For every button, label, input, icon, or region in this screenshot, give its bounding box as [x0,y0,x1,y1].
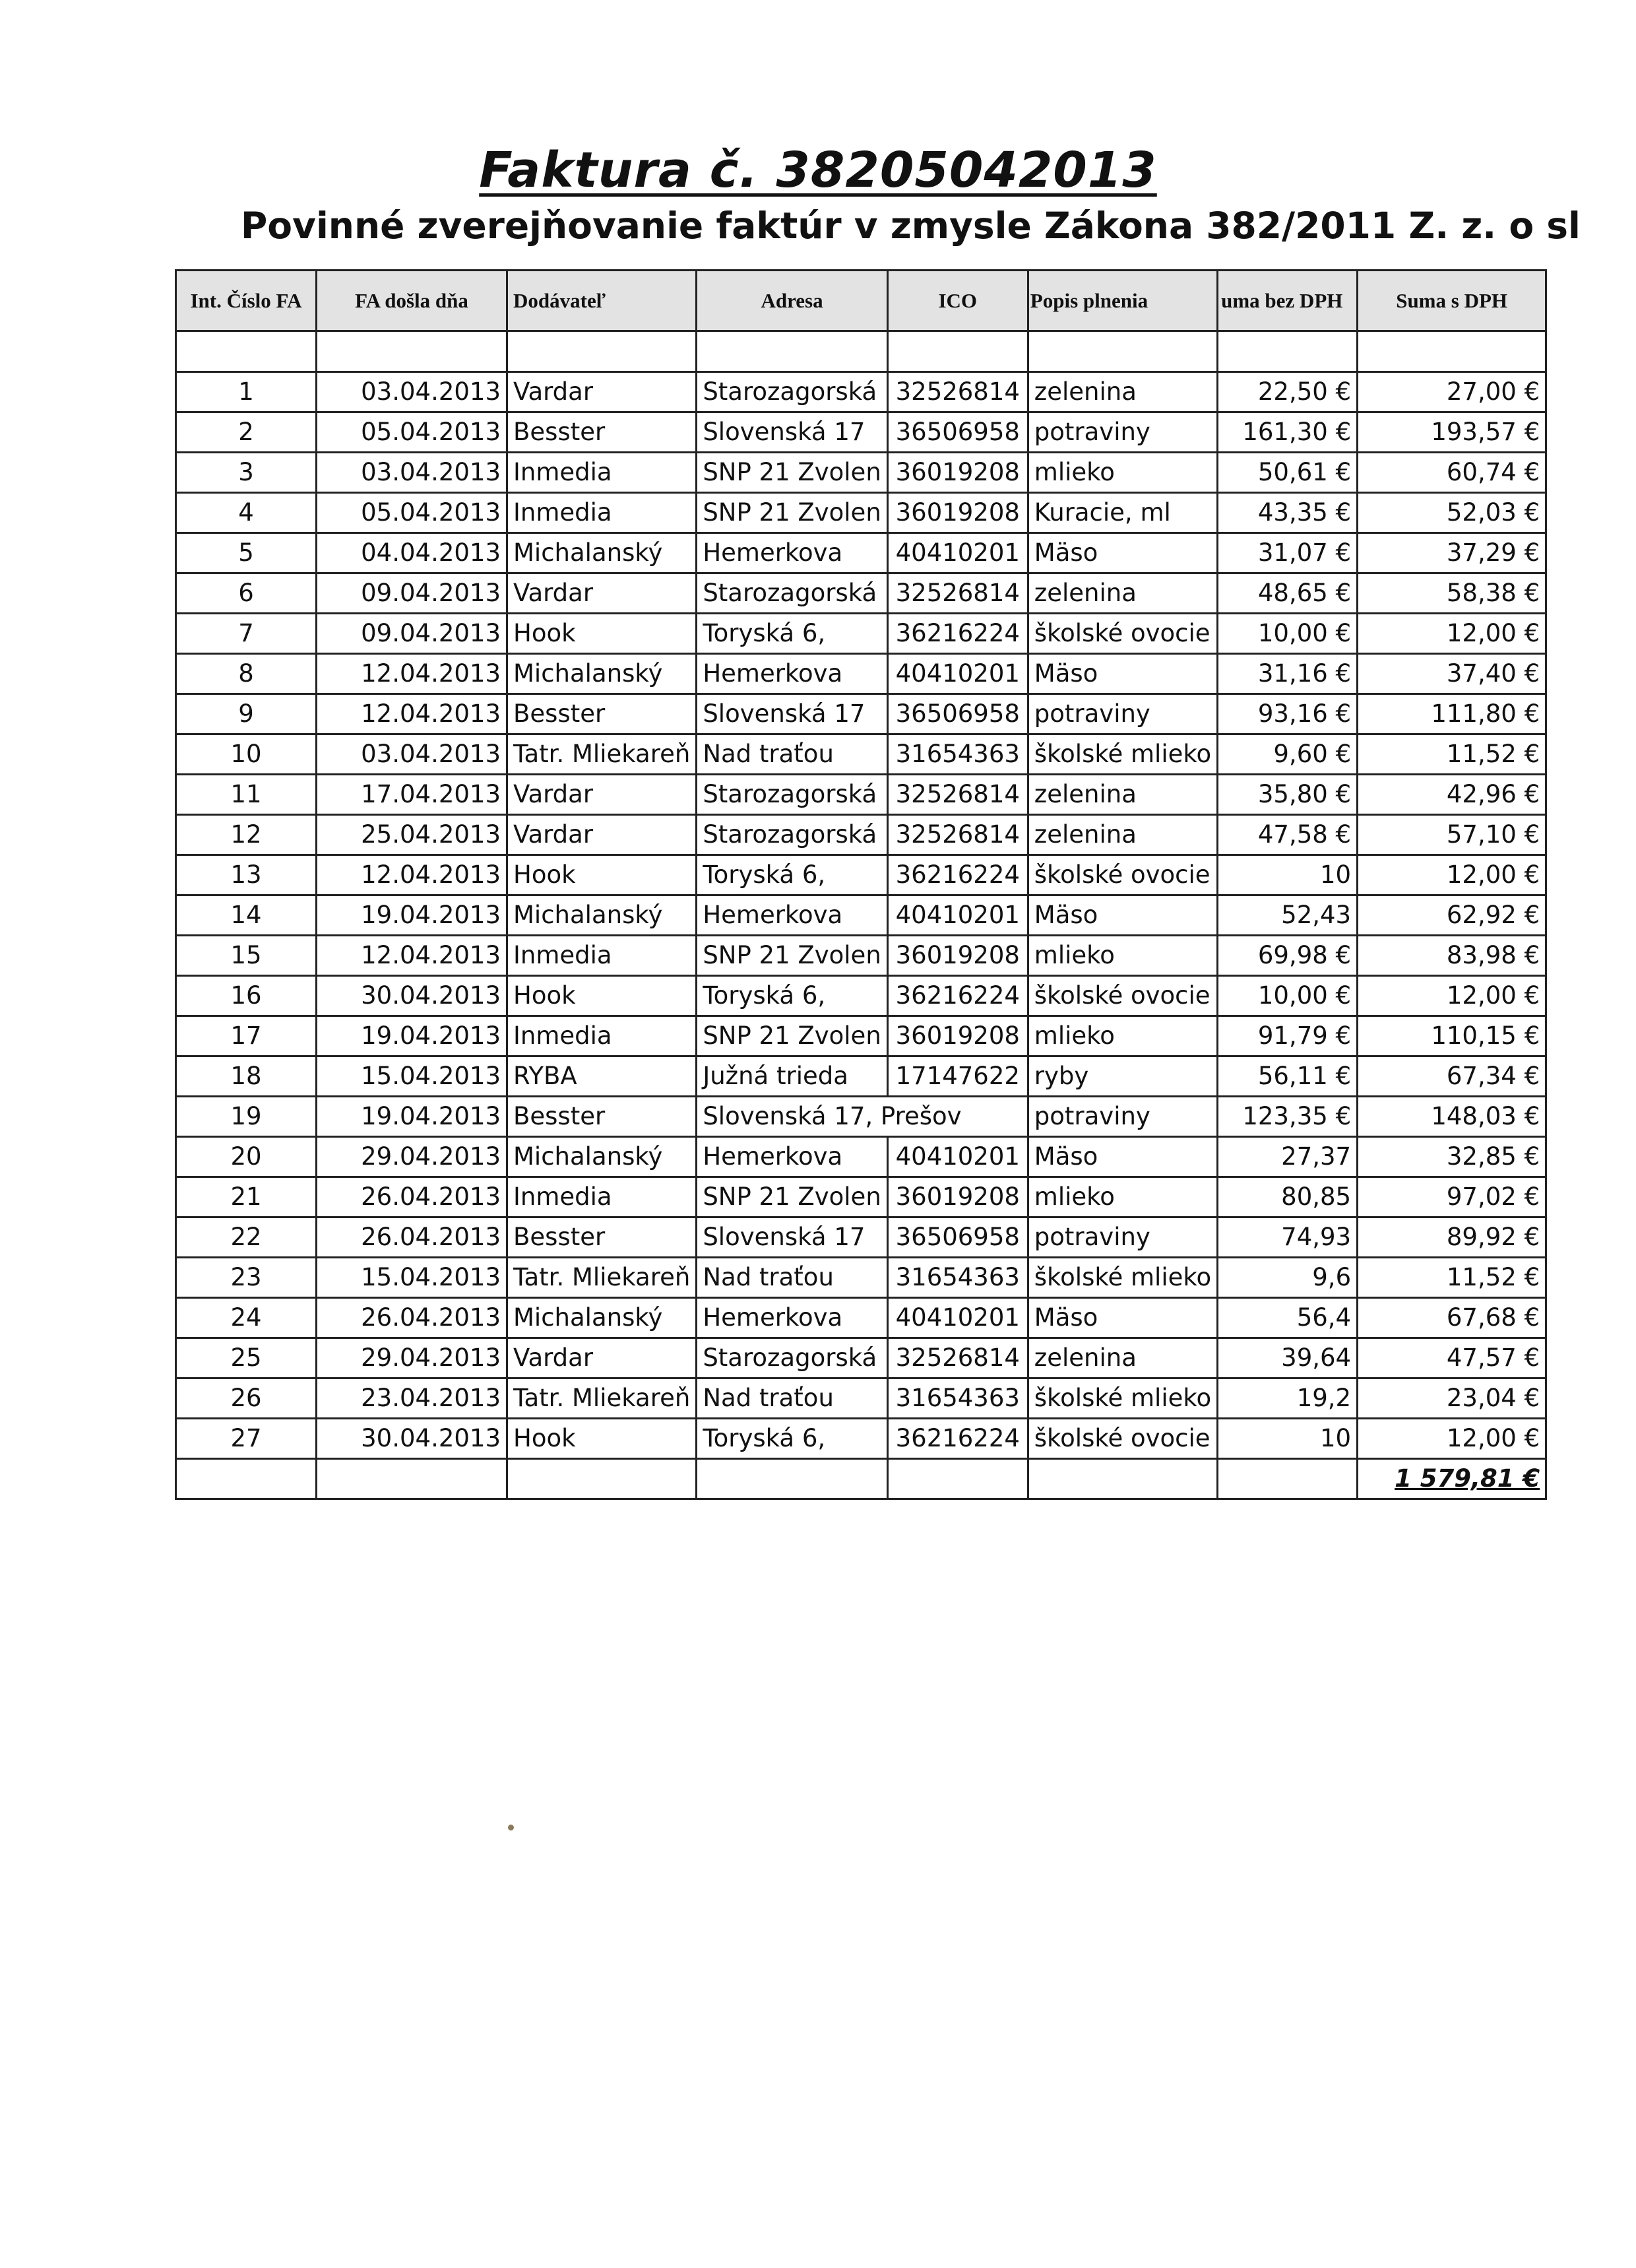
cell-s-dph: 11,52 € [1358,734,1546,775]
cell-ico: 32526814 [887,573,1028,614]
cell-ico: 36019208 [887,453,1028,493]
cell-bez-dph: 10,00 € [1218,614,1358,654]
cell-bez-dph: 74,93 [1218,1217,1358,1258]
header-cislo: Int. Číslo FA [176,271,317,331]
cell-dodavatel: Michalanský [507,1298,697,1338]
cell-cislo: 13 [176,855,317,895]
cell-datum: 12.04.2013 [317,654,507,694]
cell-popis: školské ovocie [1028,1419,1217,1459]
cell-bez-dph: 56,4 [1218,1298,1358,1338]
cell-s-dph: 58,38 € [1358,573,1546,614]
table-row [176,573,1546,614]
cell-datum: 03.04.2013 [317,453,507,493]
cell-popis: zelenina [1028,1338,1217,1378]
cell-s-dph: 12,00 € [1358,855,1546,895]
empty-cell [317,331,507,372]
cell-datum: 29.04.2013 [317,1338,507,1378]
cell-datum: 26.04.2013 [317,1217,507,1258]
cell-cislo: 12 [176,815,317,855]
cell-cislo: 6 [176,573,317,614]
cell-dodavatel: Tatr. Mliekareň [507,1378,697,1419]
cell-ico: 32526814 [887,775,1028,815]
cell-dodavatel: Vardar [507,775,697,815]
cell-datum: 15.04.2013 [317,1258,507,1298]
cell-dodavatel: Vardar [507,1338,697,1378]
cell-adresa: Nad traťou [697,1378,887,1419]
cell-bez-dph: 10,00 € [1218,976,1358,1016]
cell-ico: 36019208 [887,1016,1028,1056]
cell-s-dph: 23,04 € [1358,1378,1546,1419]
cell-datum: 12.04.2013 [317,694,507,734]
cell-bez-dph: 50,61 € [1218,453,1358,493]
empty-cell [1358,331,1546,372]
header-s-dph: Suma s DPH [1358,271,1546,331]
cell-adresa: Južná trieda [697,1056,887,1097]
scan-speck [508,1825,514,1831]
cell-s-dph: 193,57 € [1358,412,1546,453]
cell-dodavatel: Inmedia [507,1016,697,1056]
table-row [176,453,1546,493]
empty-cell [176,331,317,372]
empty-cell [1028,331,1217,372]
table-spacer-row [176,331,1546,372]
table-body [176,331,1546,1499]
cell-cislo: 25 [176,1338,317,1378]
cell-s-dph: 12,00 € [1358,614,1546,654]
document-title-wrap [0,142,1636,199]
cell-ico: 17147622 [887,1056,1028,1097]
cell-adresa: SNP 21 Zvolen [697,493,887,533]
cell-ico: 36506958 [887,1217,1028,1258]
cell-dodavatel: Michalanský [507,895,697,936]
cell-ico: 40410201 [887,654,1028,694]
cell-ico: 40410201 [887,895,1028,936]
cell-popis: zelenina [1028,372,1217,412]
cell-cislo: 15 [176,936,317,976]
document-subtitle: Povinné zverejňovanie faktúr v zmysle Zákona 382/2011 Z. z. o sl [241,205,1581,247]
cell-s-dph: 42,96 € [1358,775,1546,815]
table-row [176,1177,1546,1217]
cell-datum: 26.04.2013 [317,1298,507,1338]
empty-cell [697,331,887,372]
header-ico: ICO [887,271,1028,331]
cell-popis: zelenina [1028,573,1217,614]
cell-ico: 36019208 [887,493,1028,533]
cell-s-dph: 60,74 € [1358,453,1546,493]
cell-datum: 29.04.2013 [317,1137,507,1177]
cell-cislo: 20 [176,1137,317,1177]
empty-cell [887,1459,1028,1499]
table-total-row [176,1459,1546,1499]
table-row [176,775,1546,815]
cell-adresa: Toryská 6, [697,614,887,654]
cell-popis: Mäso [1028,654,1217,694]
cell-dodavatel: Besster [507,694,697,734]
table-row [176,372,1546,412]
cell-adresa: Toryská 6, [697,1419,887,1459]
cell-popis: Mäso [1028,895,1217,936]
cell-popis: Mäso [1028,1137,1217,1177]
table-row [176,976,1546,1016]
cell-adresa: SNP 21 Zvolen [697,936,887,976]
cell-popis: školské mlieko [1028,734,1217,775]
cell-dodavatel: Tatr. Mliekareň [507,1258,697,1298]
cell-bez-dph: 69,98 € [1218,936,1358,976]
cell-bez-dph: 31,07 € [1218,533,1358,573]
cell-popis: školské mlieko [1028,1378,1217,1419]
table-row [176,493,1546,533]
cell-s-dph: 83,98 € [1358,936,1546,976]
table-row [176,895,1546,936]
cell-dodavatel: Inmedia [507,453,697,493]
cell-popis: školské mlieko [1028,1258,1217,1298]
cell-adresa: Starozagorská [697,775,887,815]
cell-dodavatel: Hook [507,614,697,654]
cell-adresa: SNP 21 Zvolen [697,1016,887,1056]
cell-cislo: 4 [176,493,317,533]
cell-ico: 31654363 [887,734,1028,775]
cell-ico: 40410201 [887,1298,1028,1338]
cell-s-dph: 12,00 € [1358,976,1546,1016]
cell-ico: 36506958 [887,694,1028,734]
cell-adresa: Starozagorská [697,372,887,412]
cell-s-dph: 89,92 € [1358,1217,1546,1258]
cell-adresa: Nad traťou [697,1258,887,1298]
cell-dodavatel: Michalanský [507,1137,697,1177]
cell-ico: 36019208 [887,936,1028,976]
table-row [176,1298,1546,1338]
cell-dodavatel: Inmedia [507,1177,697,1217]
table-row [176,412,1546,453]
cell-datum: 03.04.2013 [317,372,507,412]
table-row [176,936,1546,976]
cell-ico: 32526814 [887,815,1028,855]
cell-bez-dph: 91,79 € [1218,1016,1358,1056]
cell-cislo: 2 [176,412,317,453]
cell-s-dph: 110,15 € [1358,1016,1546,1056]
cell-adresa: SNP 21 Zvolen [697,1177,887,1217]
cell-adresa: Hemerkova [697,533,887,573]
cell-adresa: Starozagorská [697,815,887,855]
cell-datum: 15.04.2013 [317,1056,507,1097]
cell-bez-dph: 10 [1218,1419,1358,1459]
cell-s-dph: 12,00 € [1358,1419,1546,1459]
cell-bez-dph: 9,60 € [1218,734,1358,775]
cell-cislo: 22 [176,1217,317,1258]
cell-s-dph: 111,80 € [1358,694,1546,734]
cell-cislo: 7 [176,614,317,654]
cell-adresa: Nad traťou [697,734,887,775]
cell-adresa: Toryská 6, [697,855,887,895]
cell-bez-dph: 56,11 € [1218,1056,1358,1097]
empty-cell [507,331,697,372]
cell-bez-dph: 19,2 [1218,1378,1358,1419]
cell-popis: zelenina [1028,775,1217,815]
cell-popis: potraviny [1028,1217,1217,1258]
table-row [176,1258,1546,1298]
cell-adresa: Slovenská 17 [697,1217,887,1258]
cell-popis: školské ovocie [1028,614,1217,654]
cell-popis: Mäso [1028,533,1217,573]
document-title: Faktura č. 38205042013 [479,142,1157,199]
cell-bez-dph: 27,37 [1218,1137,1358,1177]
cell-s-dph: 67,68 € [1358,1298,1546,1338]
cell-bez-dph: 22,50 € [1218,372,1358,412]
cell-datum: 26.04.2013 [317,1177,507,1217]
cell-popis: mlieko [1028,936,1217,976]
cell-dodavatel: Vardar [507,573,697,614]
table-row [176,1217,1546,1258]
cell-dodavatel: Hook [507,1419,697,1459]
cell-cislo: 19 [176,1097,317,1137]
cell-s-dph: 37,29 € [1358,533,1546,573]
cell-s-dph: 11,52 € [1358,1258,1546,1298]
empty-cell [1218,331,1358,372]
cell-adresa: Hemerkova [697,654,887,694]
cell-bez-dph: 35,80 € [1218,775,1358,815]
empty-cell [1028,1459,1217,1499]
cell-cislo: 3 [176,453,317,493]
cell-dodavatel: Besster [507,1097,697,1137]
cell-ico: 36216224 [887,614,1028,654]
cell-cislo: 18 [176,1056,317,1097]
table-header-row [176,271,1546,331]
cell-cislo: 9 [176,694,317,734]
cell-cislo: 16 [176,976,317,1016]
empty-cell [507,1459,697,1499]
table-row [176,734,1546,775]
cell-ico: 36216224 [887,976,1028,1016]
cell-popis: potraviny [1028,1097,1217,1137]
cell-bez-dph: 52,43 [1218,895,1358,936]
cell-datum: 03.04.2013 [317,734,507,775]
cell-ico: 36019208 [887,1177,1028,1217]
cell-adresa: Slovenská 17, Prešov [697,1097,1028,1137]
header-dodavatel: Dodávateľ [507,271,697,331]
cell-dodavatel: Inmedia [507,493,697,533]
cell-bez-dph: 31,16 € [1218,654,1358,694]
cell-cislo: 23 [176,1258,317,1298]
cell-popis: mlieko [1028,453,1217,493]
empty-cell [887,331,1028,372]
cell-datum: 19.04.2013 [317,1016,507,1056]
table-row [176,1056,1546,1097]
cell-s-dph: 47,57 € [1358,1338,1546,1378]
cell-popis: potraviny [1028,694,1217,734]
cell-dodavatel: Michalanský [507,533,697,573]
cell-datum: 30.04.2013 [317,976,507,1016]
cell-datum: 19.04.2013 [317,895,507,936]
cell-bez-dph: 9,6 [1218,1258,1358,1298]
cell-datum: 12.04.2013 [317,855,507,895]
header-datum: FA došla dňa [317,271,507,331]
cell-ico: 40410201 [887,533,1028,573]
cell-cislo: 27 [176,1419,317,1459]
cell-datum: 23.04.2013 [317,1378,507,1419]
cell-cislo: 1 [176,372,317,412]
cell-cislo: 24 [176,1298,317,1338]
cell-ico: 31654363 [887,1258,1028,1298]
cell-datum: 12.04.2013 [317,936,507,976]
cell-bez-dph: 47,58 € [1218,815,1358,855]
cell-cislo: 10 [176,734,317,775]
cell-cislo: 11 [176,775,317,815]
header-adresa: Adresa [697,271,887,331]
table-row [176,1137,1546,1177]
cell-datum: 09.04.2013 [317,614,507,654]
cell-popis: školské ovocie [1028,855,1217,895]
table-row [176,1378,1546,1419]
empty-cell [317,1459,507,1499]
cell-ico: 32526814 [887,1338,1028,1378]
cell-adresa: Slovenská 17 [697,694,887,734]
cell-dodavatel: Hook [507,855,697,895]
cell-popis: ryby [1028,1056,1217,1097]
cell-datum: 19.04.2013 [317,1097,507,1137]
cell-ico: 36216224 [887,1419,1028,1459]
grand-total: 1 579,81 € [1358,1459,1546,1499]
cell-dodavatel: Besster [507,1217,697,1258]
cell-popis: Mäso [1028,1298,1217,1338]
cell-adresa: Slovenská 17 [697,412,887,453]
cell-cislo: 17 [176,1016,317,1056]
cell-ico: 32526814 [887,372,1028,412]
cell-ico: 40410201 [887,1137,1028,1177]
cell-cislo: 14 [176,895,317,936]
cell-bez-dph: 10 [1218,855,1358,895]
cell-adresa: Toryská 6, [697,976,887,1016]
cell-adresa: Hemerkova [697,1137,887,1177]
cell-datum: 25.04.2013 [317,815,507,855]
cell-dodavatel: RYBA [507,1056,697,1097]
empty-cell [176,1459,317,1499]
cell-bez-dph: 93,16 € [1218,694,1358,734]
cell-cislo: 5 [176,533,317,573]
cell-s-dph: 32,85 € [1358,1137,1546,1177]
cell-bez-dph: 161,30 € [1218,412,1358,453]
cell-s-dph: 27,00 € [1358,372,1546,412]
cell-popis: mlieko [1028,1177,1217,1217]
cell-adresa: Starozagorská [697,1338,887,1378]
table-row [176,1419,1546,1459]
cell-datum: 05.04.2013 [317,493,507,533]
cell-s-dph: 148,03 € [1358,1097,1546,1137]
cell-datum: 09.04.2013 [317,573,507,614]
cell-datum: 17.04.2013 [317,775,507,815]
table-row [176,1097,1546,1137]
cell-cislo: 21 [176,1177,317,1217]
cell-adresa: Hemerkova [697,1298,887,1338]
cell-dodavatel: Besster [507,412,697,453]
cell-popis: mlieko [1028,1016,1217,1056]
cell-adresa: SNP 21 Zvolen [697,453,887,493]
table-row [176,855,1546,895]
table-row [176,815,1546,855]
header-popis: Popis plnenia [1028,271,1217,331]
cell-datum: 30.04.2013 [317,1419,507,1459]
cell-cislo: 26 [176,1378,317,1419]
cell-ico: 36216224 [887,855,1028,895]
table-row [176,533,1546,573]
cell-dodavatel: Vardar [507,372,697,412]
table-row [176,1338,1546,1378]
cell-bez-dph: 80,85 [1218,1177,1358,1217]
cell-datum: 05.04.2013 [317,412,507,453]
table-row [176,694,1546,734]
cell-s-dph: 62,92 € [1358,895,1546,936]
cell-popis: školské ovocie [1028,976,1217,1016]
empty-cell [697,1459,887,1499]
cell-adresa: Hemerkova [697,895,887,936]
cell-popis: potraviny [1028,412,1217,453]
cell-datum: 04.04.2013 [317,533,507,573]
invoice-table [175,269,1547,1500]
cell-bez-dph: 48,65 € [1218,573,1358,614]
cell-s-dph: 67,34 € [1358,1056,1546,1097]
cell-bez-dph: 43,35 € [1218,493,1358,533]
empty-cell [1218,1459,1358,1499]
cell-dodavatel: Michalanský [507,654,697,694]
cell-dodavatel: Hook [507,976,697,1016]
table-row [176,614,1546,654]
header-bez-dph: uma bez DPH [1218,271,1358,331]
cell-popis: Kuracie, ml [1028,493,1217,533]
cell-ico: 31654363 [887,1378,1028,1419]
cell-s-dph: 52,03 € [1358,493,1546,533]
cell-s-dph: 57,10 € [1358,815,1546,855]
cell-s-dph: 97,02 € [1358,1177,1546,1217]
cell-dodavatel: Vardar [507,815,697,855]
cell-s-dph: 37,40 € [1358,654,1546,694]
table-row [176,1016,1546,1056]
cell-cislo: 8 [176,654,317,694]
cell-ico: 36506958 [887,412,1028,453]
cell-popis: zelenina [1028,815,1217,855]
cell-bez-dph: 39,64 [1218,1338,1358,1378]
cell-adresa: Starozagorská [697,573,887,614]
cell-dodavatel: Tatr. Mliekareň [507,734,697,775]
table-row [176,654,1546,694]
cell-dodavatel: Inmedia [507,936,697,976]
cell-bez-dph: 123,35 € [1218,1097,1358,1137]
